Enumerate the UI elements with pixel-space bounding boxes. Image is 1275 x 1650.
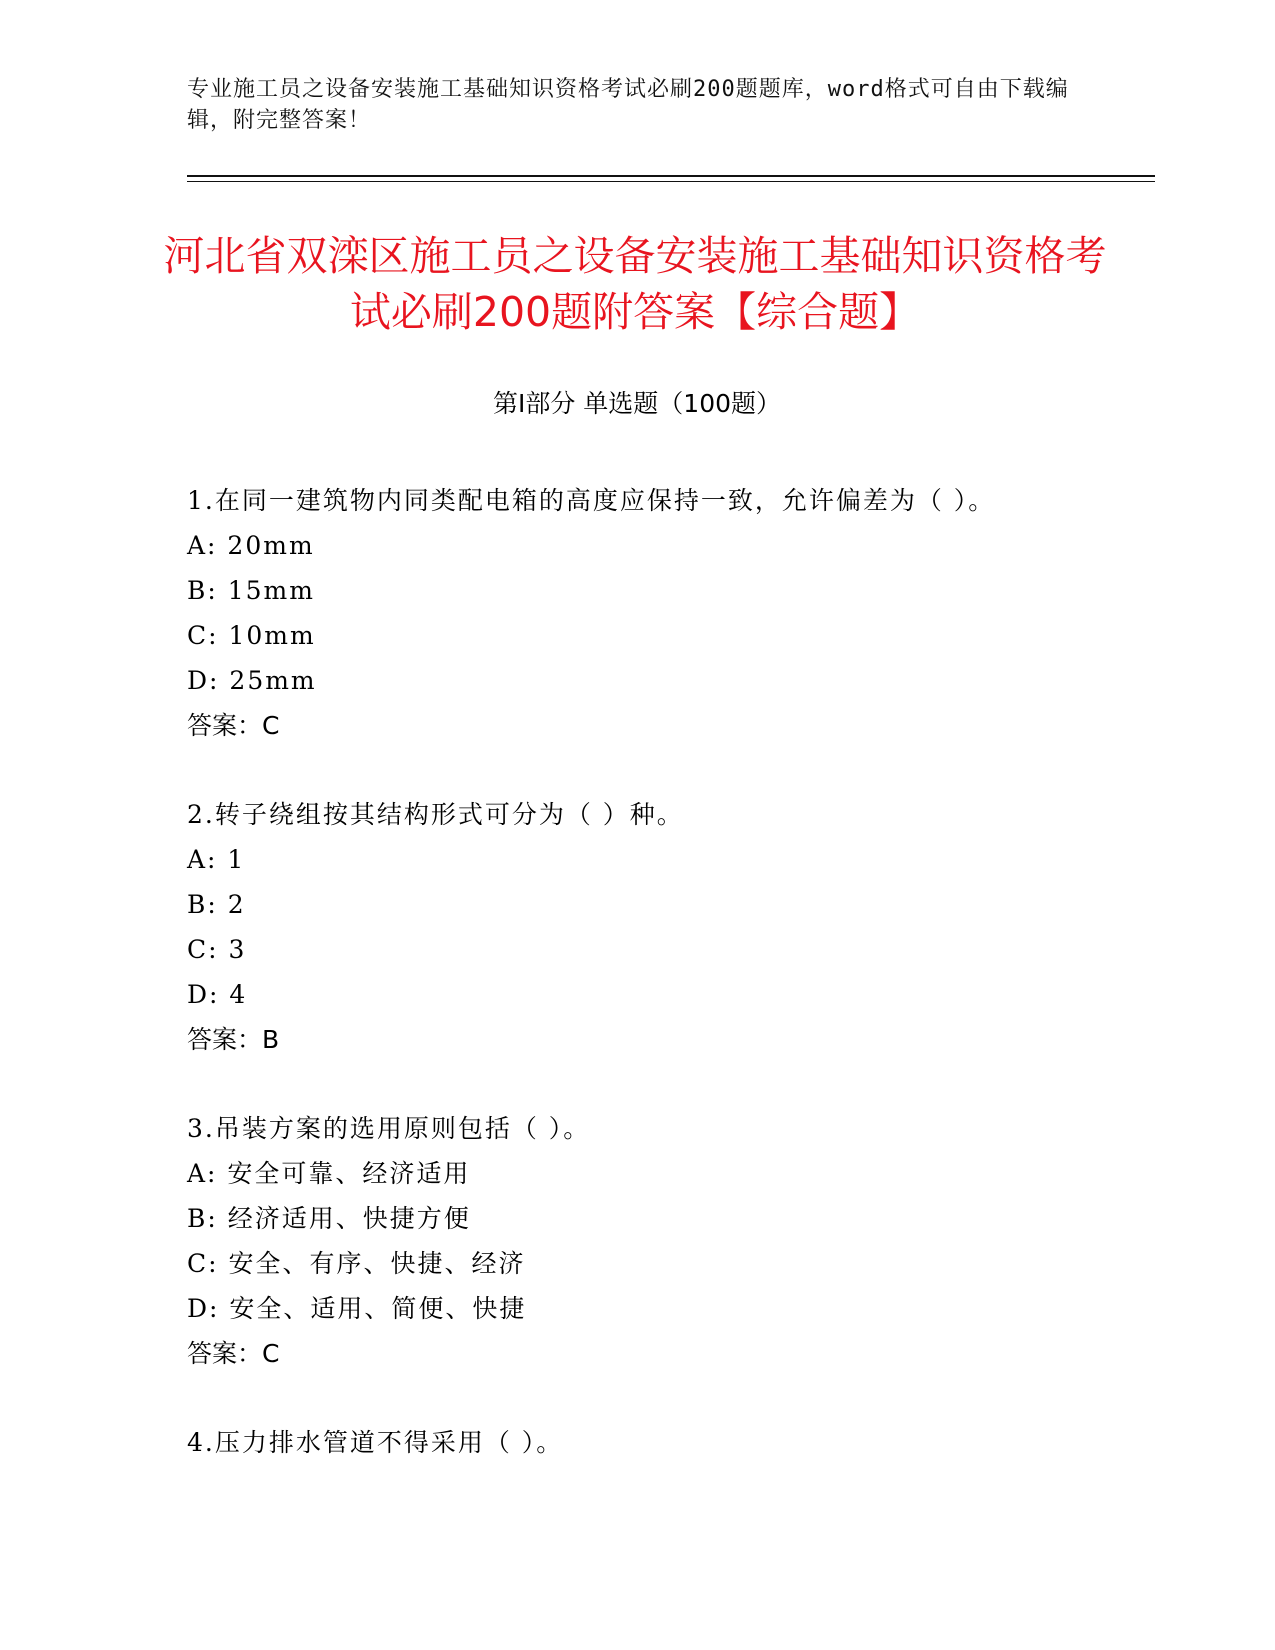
header-divider-thin <box>187 181 1155 182</box>
question-3 <box>187 1106 1147 1376</box>
document-title: 河北省双滦区施工员之设备安装施工基础知识资格考试必刷200题附答案【综合题】 <box>163 232 1107 336</box>
question-2 <box>187 792 1147 1062</box>
option-c: C: 10mm <box>187 621 316 650</box>
option-d: D: 4 <box>187 980 248 1009</box>
option-c: C: 安全、有序、快捷、经济 <box>187 1249 526 1278</box>
question-4 <box>187 1420 1147 1465</box>
question-1 <box>187 478 1147 748</box>
option-d: D: 25mm <box>187 666 317 695</box>
option-b: B: 经济适用、快捷方便 <box>187 1204 471 1233</box>
option-c: C: 3 <box>187 935 247 964</box>
option-b: B: 2 <box>187 890 246 919</box>
option-a: A: 安全可靠、经济适用 <box>187 1159 471 1188</box>
question-list <box>187 478 1147 1509</box>
question-stem: 2.转子绕组按其结构形式可分为（ ）种。 <box>187 800 684 829</box>
question-stem: 4.压力排水管道不得采用（ ）。 <box>187 1428 564 1457</box>
section-heading: 第I部分 单选题（100题） <box>492 389 782 418</box>
question-stem: 3.吊装方案的选用原则包括（ ）。 <box>187 1114 591 1143</box>
question-stem: 1.在同一建筑物内同类配电箱的高度应保持一致，允许偏差为（ ）。 <box>187 486 996 515</box>
option-a: A: 1 <box>187 845 246 874</box>
option-d: D: 安全、适用、简便、快捷 <box>187 1294 527 1323</box>
answer-line: 答案：C <box>187 711 280 740</box>
answer-line: 答案：C <box>187 1339 280 1368</box>
option-b: B: 15mm <box>187 576 315 605</box>
answer-line: 答案：B <box>187 1025 280 1054</box>
header-note: 专业施工员之设备安装施工基础知识资格考试必刷200题题库，word格式可自由下载编辑，附完整答案！ <box>187 77 1069 133</box>
header-divider-thick <box>187 175 1155 177</box>
option-a: A: 20mm <box>187 531 315 560</box>
